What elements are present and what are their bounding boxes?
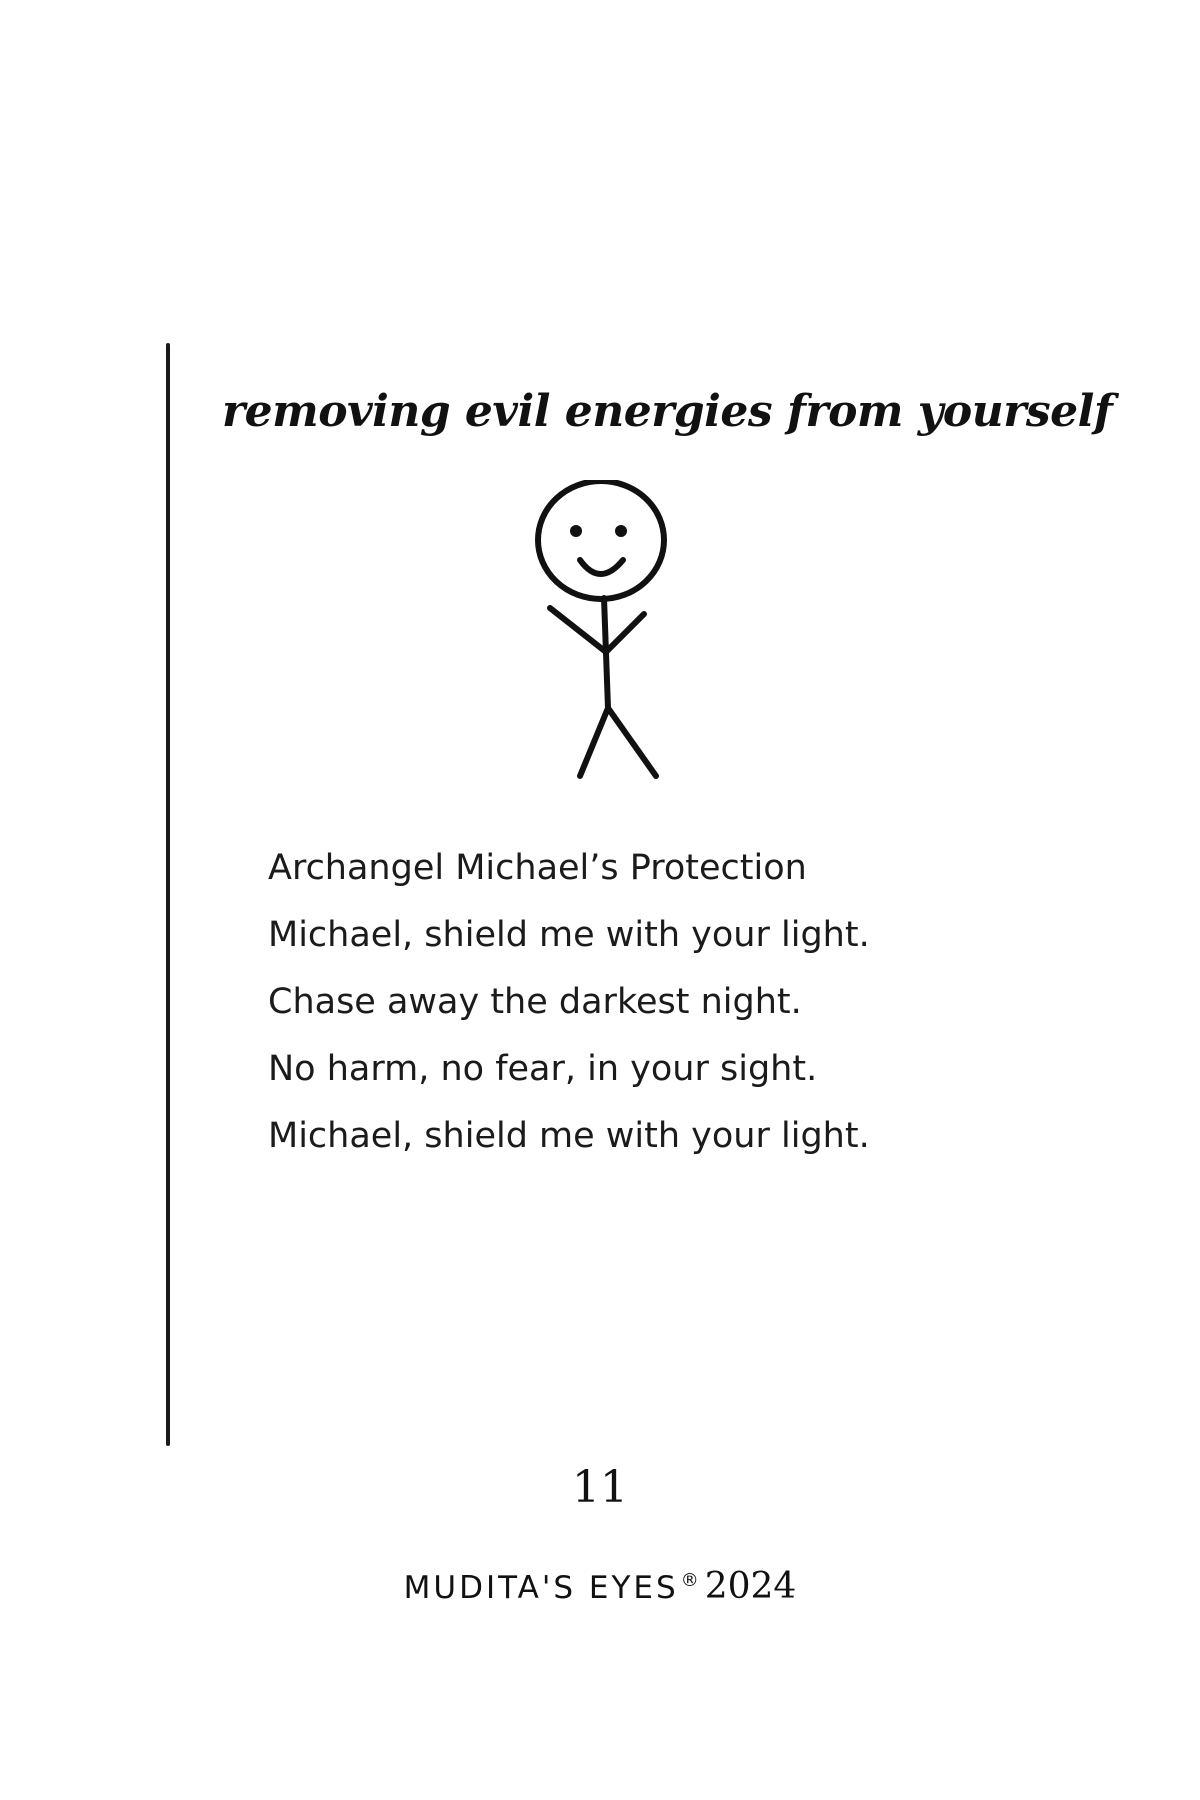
- poem-line: Michael, shield me with your light.: [268, 1116, 870, 1156]
- smiling-stick-figure-icon: [520, 480, 690, 790]
- figure-arms: [550, 608, 644, 652]
- poem-line: Michael, shield me with your light.: [268, 915, 870, 955]
- vertical-divider: [166, 343, 170, 1446]
- poem-line: No harm, no fear, in your sight.: [268, 1049, 818, 1089]
- figure-legs: [580, 708, 656, 776]
- figure-head: [538, 481, 664, 599]
- registered-mark: ®: [680, 1570, 699, 1591]
- copyright-footer: [300, 1566, 900, 1607]
- copyright-year: 2024: [704, 1566, 797, 1607]
- poem-heading: Archangel Michael’s Protection: [268, 848, 807, 888]
- poem-line: Chase away the darkest night.: [268, 982, 802, 1022]
- figure-smile: [580, 560, 623, 574]
- stick-figure-illustration: [520, 480, 690, 790]
- figure-left-eye: [570, 525, 582, 537]
- figure-right-eye: [615, 525, 627, 537]
- brand-name: MUDITA'S EYES: [403, 1570, 679, 1606]
- prayer-poem: [268, 835, 1028, 1170]
- page-title: removing evil energies from yourself: [222, 386, 1113, 437]
- page-number: 11: [572, 1462, 628, 1513]
